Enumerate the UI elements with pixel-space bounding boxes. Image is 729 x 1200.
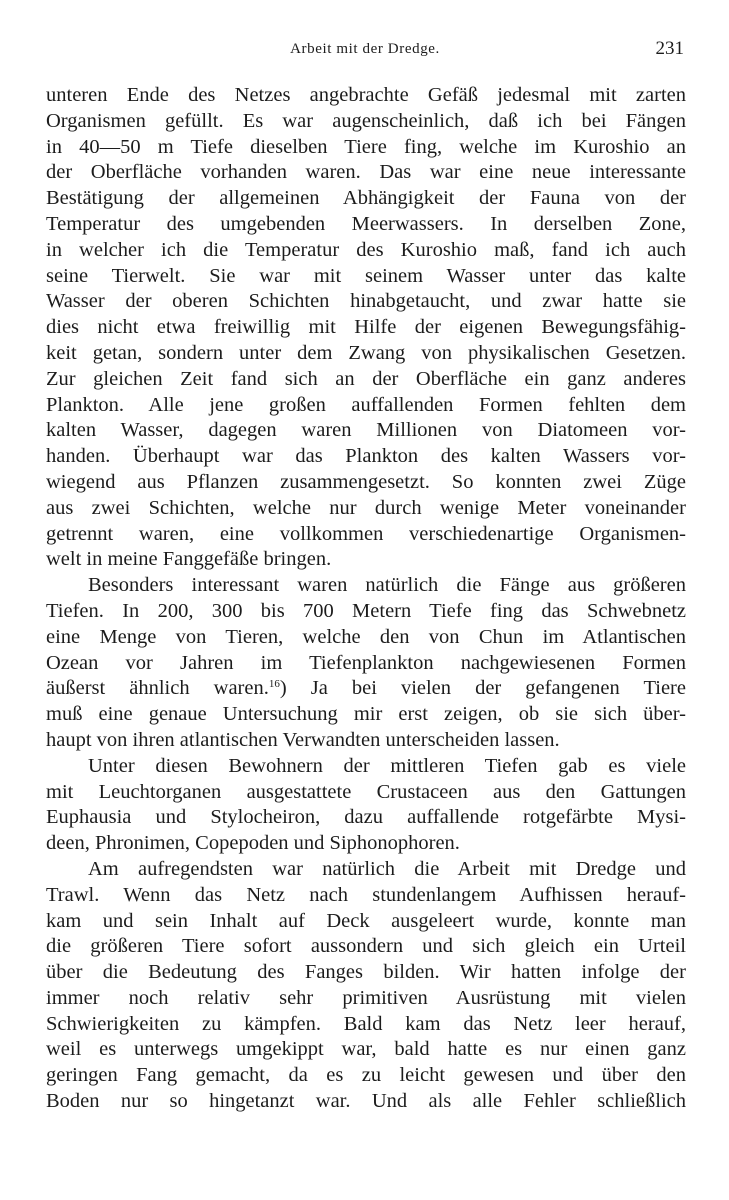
text-line: Zur gleichen Zeit fand sich an der Oberfläche ein ganz anderes — [46, 367, 686, 390]
text-line: über die Bedeutung des Fanges bilden. Wir hatten infolge der — [46, 961, 686, 984]
text-segment: äußerst ähnlich waren. — [46, 677, 269, 700]
paragraph — [46, 857, 686, 1115]
text-line: welt in meine Fanggefäße bringen. — [46, 548, 332, 571]
text-line: Plankton. Alle jene großen auffallenden Formen fehlten dem — [46, 393, 686, 416]
text-line — [46, 676, 686, 702]
text-line: Boden nur so hingetanzt war. Und als alle Fehler schließlich — [46, 1090, 686, 1113]
text-segment: ) Ja bei vielen der gefangenen Tiere — [279, 677, 686, 700]
text-line: unteren Ende des Netzes angebrachte Gefäß jedesmal mit zarten — [46, 84, 686, 106]
text-line: getrennt waren, eine vollkommen verschiedenartige Organismen- — [46, 522, 686, 545]
text-line: eine Menge von Tieren, welche den von Chun im Atlantischen — [46, 625, 686, 648]
text-line: Tiefen. In 200, 300 bis 700 Metern Tiefe fing das Schwebnetz — [46, 599, 686, 622]
text-line: Euphausia und Stylocheiron, dazu auffallende rotgefärbte Mysi- — [46, 806, 686, 829]
text-line: Temperatur des umgebenden Meerwassers. In derselben Zone, — [46, 212, 686, 235]
text-line: geringen Fang gemacht, da es zu leicht gewesen und über den — [46, 1064, 686, 1087]
text-line: Wasser der oberen Schichten hinabgetaucht, und zwar hatte sie — [46, 290, 686, 313]
text-line: seine Tierwelt. Sie war mit seinem Wasser unter das kalte — [46, 264, 686, 287]
text-line: in welcher ich die Temperatur des Kuroshio maß, fand ich auch — [46, 238, 686, 261]
text-line: aus zwei Schichten, welche nur durch wenige Meter voneinander — [46, 496, 686, 519]
text-line: muß eine genaue Untersuchung mir erst zeigen, ob sie sich über- — [46, 703, 686, 726]
paragraph — [46, 754, 686, 857]
page-number: 231 — [655, 38, 684, 59]
text-line: in 40—50 m Tiefe dieselben Tiere fing, welche im Kuroshio an — [46, 135, 686, 158]
text-line: der Oberfläche vorhanden waren. Das war eine neue interessante — [46, 161, 686, 184]
text-line: Ozean vor Jahren im Tiefenplankton nachgewiesenen Formen — [46, 651, 686, 674]
text-line: die größeren Tiere sofort aussondern und sich gleich ein Urteil — [46, 935, 686, 958]
text-line: haupt von ihren atlantischen Verwandten unterscheiden lassen. — [46, 728, 560, 751]
paragraph — [46, 573, 686, 754]
text-line: dies nicht etwa freiwillig mit Hilfe der eigenen Bewegungsfähig- — [46, 316, 686, 339]
footnote-marker[interactable]: 16 — [268, 678, 280, 691]
text-line: handen. Überhaupt war das Plankton des kalten Wassers vor- — [46, 445, 686, 468]
text-line: Unter diesen Bewohnern der mittleren Tiefen gab es viele — [88, 754, 686, 777]
text-line: immer noch relativ sehr primitiven Ausrüstung mit vielen — [46, 986, 686, 1009]
text-line: Trawl. Wenn das Netz nach stundenlangem Aufhissen herauf- — [46, 883, 686, 906]
text-line: Am aufregendsten war natürlich die Arbeit mit Dredge und — [88, 857, 686, 880]
text-line: Organismen gefüllt. Es war augenscheinlich, daß ich bei Fängen — [46, 109, 686, 132]
text-line: kam und sein Inhalt auf Deck ausgeleert wurde, konnte man — [46, 909, 686, 932]
text-line: weil es unterwegs umgekippt war, bald hatte es nur einen ganz — [46, 1038, 686, 1061]
body-text — [46, 83, 686, 1115]
text-line: mit Leuchtorganen ausgestattete Crustaceen aus den Gattungen — [46, 780, 686, 803]
text-line: Besonders interessant waren natürlich die Fänge aus größeren — [88, 574, 686, 597]
text-line: wiegend aus Pflanzen zusammengesetzt. So konnten zwei Züge — [46, 470, 686, 493]
text-line: deen, Phronimen, Copepoden und Siphonophoren. — [46, 832, 460, 855]
text-line: Bestätigung der allgemeinen Abhängigkeit der Fauna von der — [46, 187, 686, 210]
text-line: Schwierigkeiten zu kämpfen. Bald kam das Netz leer herauf, — [46, 1012, 686, 1035]
text-line: keit getan, sondern unter dem Zwang von physikalischen Gesetzen. — [46, 341, 686, 364]
page-header — [46, 36, 684, 62]
running-title: Arbeit mit der Dredge. — [290, 41, 440, 57]
text-line: kalten Wasser, dagegen waren Millionen von Diatomeen vor- — [46, 419, 686, 442]
paragraph — [46, 83, 686, 573]
